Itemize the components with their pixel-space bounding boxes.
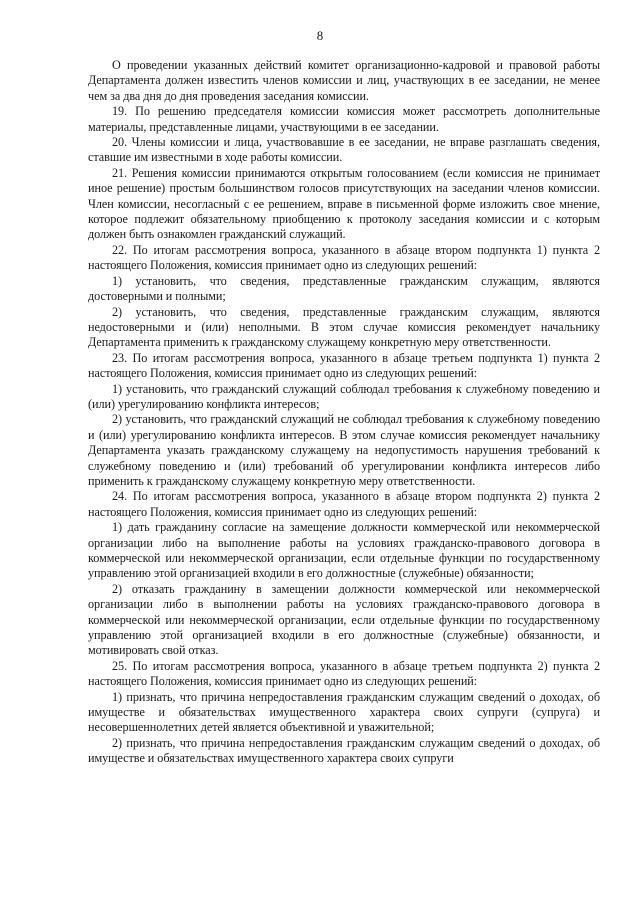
paragraph-22-item-2: 2) установить, что сведения, представленные гражданским служащим, являются недостоверными и (или) неполными. В этом случае комиссия рекомендует начальнику Департамента применить к гражданскому служащему конкретную меру ответственности. (88, 304, 600, 350)
paragraph-25: 25. По итогам рассмотрения вопроса, указанного в абзаце третьем подпункта 2) пункта 2 настоящего Положения, комиссия принимает одно из следующих решений: (88, 658, 600, 689)
paragraph-19: 19. По решению председателя комиссии комиссия может рассмотреть дополнительные материалы, представленные лицами, участвующими в ее заседании. (88, 104, 600, 134)
paragraph-22-item-1: 1) установить, что сведения, представленные гражданским служащим, являются достоверными и полными; (88, 273, 600, 304)
paragraph-23-item-2: 2) установить, что гражданский служащий не соблюдал требования к служебному поведению и (или) урегулированию конфликта интересов. В этом случае комиссия рекомендует начальнику Департамента указать гражданскому служащему на недопустимость нарушения требований к служебному поведению и (или) требований об урегулировании конфликта интересов либо применить к гражданскому служащему конкретную меру ответственности. (88, 412, 600, 488)
paragraph-22: 22. По итогам рассмотрения вопроса, указанного в абзаце втором подпункта 1) пункта 2 настоящего Положения, комиссия принимает одно из следующих решений: (88, 242, 600, 273)
paragraph-24-item-1: 1) дать гражданину согласие на замещение должности коммерческой или некоммерческой организации либо на выполнение работы на условиях гражданско-правового договора в коммерческой или некоммерческой организации, если отдельные функции по государственному управлению этой организацией входили в его должностные (служебные) обязанности; (88, 520, 600, 581)
paragraph-25-item-2: 2) признать, что причина непредоставления гражданским служащим сведений о доходах, об имуществе и обязательствах имущественного характера своих супруги (88, 735, 600, 766)
paragraph-24: 24. По итогам рассмотрения вопроса, указанного в абзаце втором подпункта 2) пункта 2 настоящего Положения, комиссия принимает одно из следующих решений: (88, 489, 600, 519)
paragraph-24-item-2: 2) отказать гражданину в замещении должности коммерческой или некоммерческой организации либо в выполнении работы на условиях гражданско-правового договора в коммерческой или некоммерческой организации, если отдельные функции по государственному управлению этой организацией входили в его должностные (служебные) обязанности, и мотивировать свой отказ. (88, 581, 600, 658)
paragraph-23: 23. По итогам рассмотрения вопроса, указанного в абзаце третьем подпункта 1) пункта 2 настоящего Положения, комиссия принимает одно из следующих решений: (88, 350, 600, 381)
paragraph-21: 21. Решения комиссии принимаются открытым голосованием (если комиссия не принимает иное решение) простым большинством голосов присутствующих на заседании членов комиссии. Член комиссии, несогласный с ее решением, вправе в письменной форме изложить свое мнение, которое подлежит обязательному приобщению к протоколу заседания комиссии и с которым должен быть ознакомлен гражданский служащий. (88, 165, 600, 242)
paragraph-23-item-1: 1) установить, что гражданский служащий соблюдал требования к служебному поведению и (или) урегулированию конфликта интересов; (88, 381, 600, 411)
paragraph-25-item-1: 1) признать, что причина непредоставления гражданским служащим сведений о доходах, об имуществе и обязательствах имущественного характера своих супруги (супруга) и несовершеннолетних детей является объективной и уважительной; (88, 689, 600, 735)
document-body (88, 58, 600, 767)
paragraph-notification: О проведении указанных действий комитет организационно-кадровой и правовой работы Департамента должен известить членов комиссии и лиц, участвующих в ее заседании, не менее чем за два дня до дня проведения заседания комиссии. (88, 58, 600, 103)
paragraph-20: 20. Члены комиссии и лица, участвовавшие в ее заседании, не вправе разглашать сведения, ставшие им известными в ходе работы комиссии. (88, 135, 600, 165)
page-number: 8 (316, 28, 324, 43)
